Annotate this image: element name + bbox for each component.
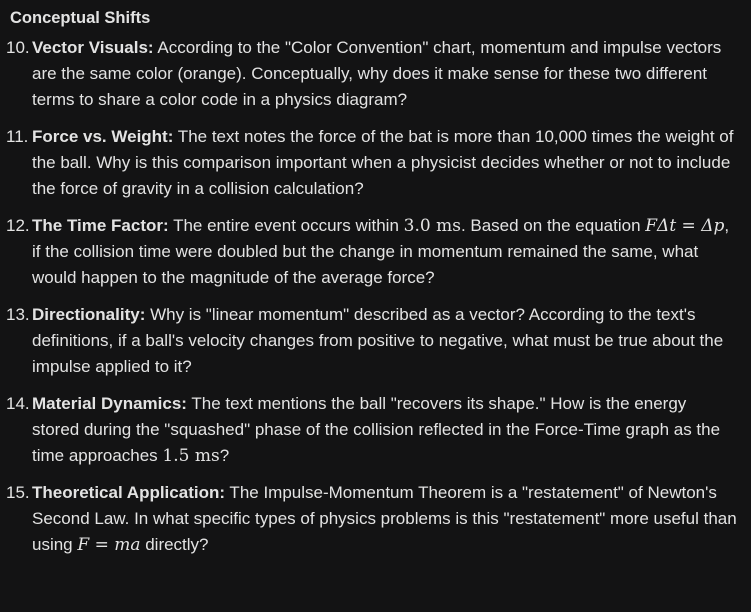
item-title: Material Dynamics: bbox=[32, 394, 187, 413]
item-body bbox=[32, 35, 737, 113]
item-text: The Impulse-Momentum Theorem is a "restatement" of Newton's Second Law. In what specific types of physics problems is this "restatement" more useful than using bbox=[32, 483, 737, 554]
math-expression: 3.0 ms bbox=[403, 216, 461, 236]
item-text: , if the collision time were doubled but the change in momentum remained the same, what would happen to the magnitude of the average force? bbox=[32, 216, 730, 287]
list-item bbox=[6, 35, 737, 113]
item-body bbox=[32, 302, 737, 380]
item-title: The Time Factor: bbox=[32, 216, 169, 235]
item-number: 11. bbox=[6, 127, 29, 146]
item-text: . Based on the equation bbox=[460, 216, 646, 235]
item-text: The text mentions the ball "recovers its shape." How is the energy stored during the "squashed" phase of the collision reflected in the Force-Time graph as the time approaches bbox=[32, 394, 721, 465]
list-item bbox=[6, 213, 737, 291]
item-text: Why is "linear momentum" described as a vector? According to the text's definitions, if a ball's velocity changes from positive to negative, what must be true about the impulse applied to it? bbox=[32, 305, 724, 376]
item-text: The text notes the force of the bat is more than 10,000 times the weight of the ball. Why is this comparison important when a physicist decides whether or not to include the force of gravity in a collision calculation? bbox=[32, 127, 734, 198]
math-expression: FΔt = Δp bbox=[645, 216, 725, 236]
item-title: Force vs. Weight: bbox=[32, 127, 174, 146]
item-text: The entire event occurs within bbox=[168, 216, 404, 235]
item-title: Vector Visuals: bbox=[32, 38, 154, 57]
item-body bbox=[32, 391, 737, 469]
question-list bbox=[6, 35, 737, 558]
item-body bbox=[32, 213, 737, 291]
item-number: 14. bbox=[6, 394, 30, 413]
list-item bbox=[6, 124, 737, 202]
section-heading: Conceptual Shifts bbox=[10, 9, 151, 27]
math-expression: 1.5 ms bbox=[162, 446, 220, 466]
item-number: 15. bbox=[6, 483, 30, 502]
item-text: directly? bbox=[140, 535, 209, 554]
item-text: ? bbox=[219, 446, 230, 465]
item-number: 13. bbox=[6, 305, 30, 324]
item-number: 12. bbox=[6, 216, 30, 235]
item-text: According to the "Color Convention" chart, momentum and impulse vectors are the same color (orange). Conceptually, why does it make sense for these two different terms to share a color code in a physics diagram? bbox=[32, 38, 722, 109]
list-item bbox=[6, 480, 737, 558]
item-title: Directionality: bbox=[32, 305, 146, 324]
item-title: Theoretical Application: bbox=[32, 483, 226, 502]
item-body bbox=[32, 124, 737, 202]
list-item bbox=[6, 302, 737, 380]
math-expression: F = ma bbox=[77, 535, 141, 555]
item-body bbox=[32, 480, 737, 558]
item-number: 10. bbox=[6, 38, 30, 57]
list-item bbox=[6, 391, 737, 469]
